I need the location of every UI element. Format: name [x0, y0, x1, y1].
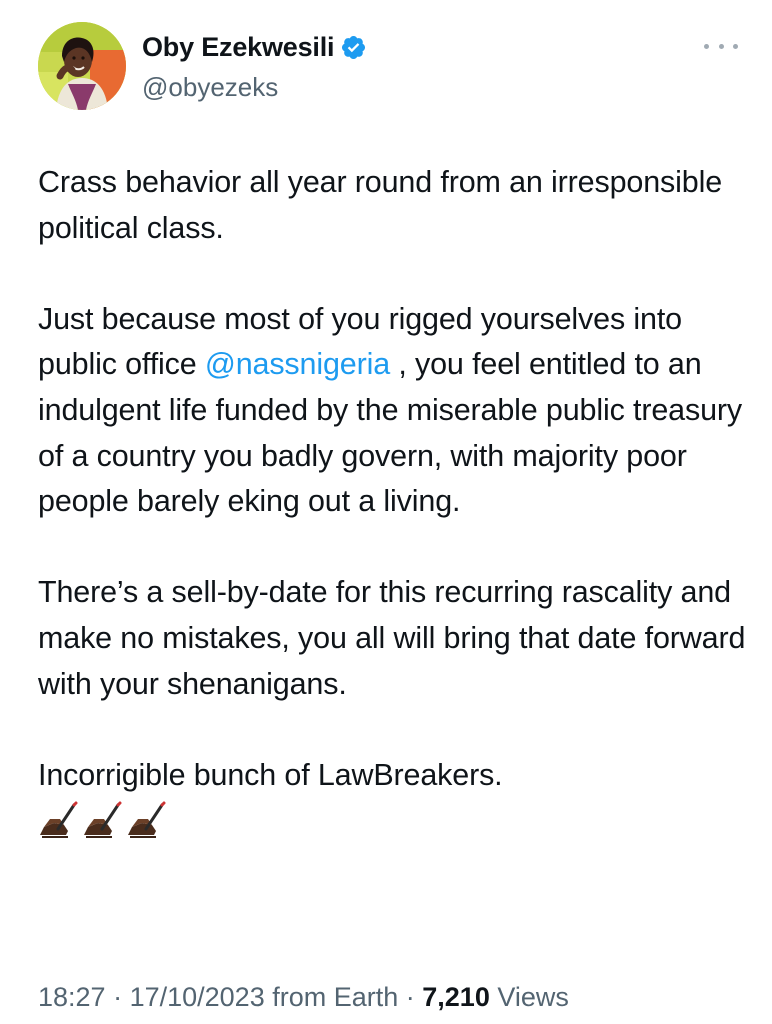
tweet-source: from Earth	[264, 982, 399, 1012]
avatar-image	[38, 22, 126, 110]
dot	[719, 44, 724, 49]
avatar[interactable]	[38, 22, 126, 110]
tweet-text	[38, 160, 748, 840]
writing-hand-icon	[126, 801, 166, 839]
dot	[704, 44, 709, 49]
handle[interactable]: @obyezeks	[142, 72, 279, 102]
tweet-text-segment: , you feel entitled to an indulgent life funded by the miserable public treasury of a country you badly govern, with majority poor people barely eking out a living.	[38, 347, 742, 519]
more-options-icon[interactable]	[704, 36, 738, 56]
tweet-paragraph-4: Incorrigible bunch of LawBreakers.	[38, 757, 503, 792]
tweet-text-segment: Just because most of you rigged yourselves into public office	[38, 301, 682, 382]
separator: ·	[398, 982, 423, 1012]
views-label[interactable]: Views	[489, 982, 569, 1012]
tweet-paragraph-1: Crass behavior all year round from an irresponsible political class.	[38, 165, 723, 245]
tweet-paragraph-2	[38, 297, 748, 525]
name-row	[142, 32, 367, 63]
separator: ·	[105, 982, 130, 1012]
writing-hand-icon	[82, 801, 122, 839]
display-name[interactable]: Oby Ezekwesili	[142, 32, 335, 62]
views-count[interactable]: 7,210	[422, 982, 490, 1012]
mention-link[interactable]: @nassnigeria	[204, 347, 391, 382]
tweet-date[interactable]: 17/10/2023	[129, 982, 265, 1012]
tweet-time[interactable]: 18:27	[38, 982, 106, 1012]
tweet-header	[38, 22, 738, 114]
writing-hand-icon	[38, 801, 78, 839]
dot	[733, 44, 738, 49]
verified-badge-icon	[340, 34, 367, 61]
emoji-row	[38, 800, 748, 840]
tweet-paragraph-3: There’s a sell-by-date for this recurring rascality and make no mistakes, you all will bring that date forward with your shenanigans.	[38, 575, 746, 701]
tweet-metadata	[38, 982, 569, 1013]
